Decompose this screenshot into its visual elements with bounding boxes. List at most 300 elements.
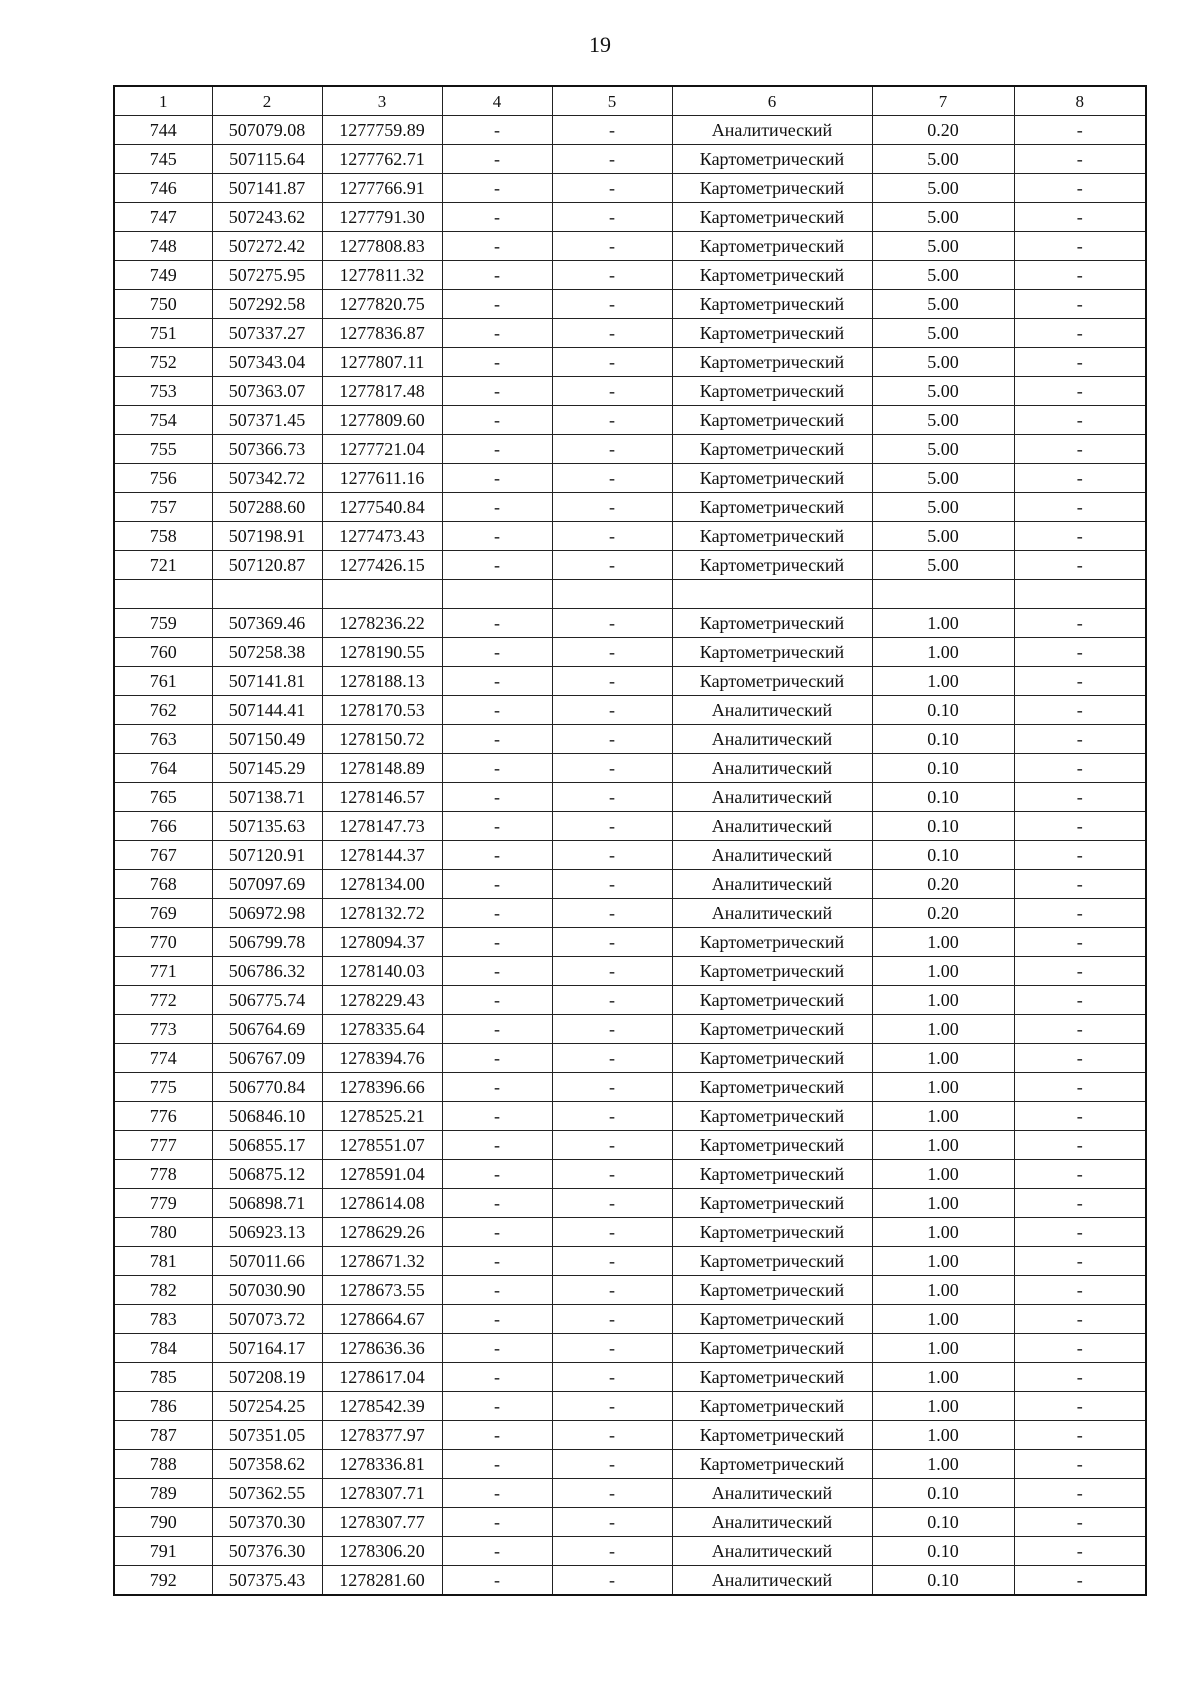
point-number-cell: 786 <box>114 1392 212 1421</box>
y-coordinate-cell: 1278307.77 <box>322 1508 442 1537</box>
x-coordinate-cell: 507366.73 <box>212 435 322 464</box>
column-4-cell: - <box>442 116 552 145</box>
point-number-cell: 757 <box>114 493 212 522</box>
x-coordinate-cell: 507258.38 <box>212 638 322 667</box>
column-4-cell: - <box>442 1508 552 1537</box>
column-8-cell: - <box>1014 116 1146 145</box>
column-5-cell: - <box>552 174 672 203</box>
method-cell: Картометрический <box>672 522 872 551</box>
column-4-cell: - <box>442 1537 552 1566</box>
x-coordinate-cell: 507150.49 <box>212 725 322 754</box>
x-coordinate-cell: 506846.10 <box>212 1102 322 1131</box>
table-row <box>114 1566 1146 1596</box>
method-cell: Картометрический <box>672 232 872 261</box>
precision-cell: 1.00 <box>872 1334 1014 1363</box>
column-8-cell: - <box>1014 1537 1146 1566</box>
precision-cell: 1.00 <box>872 1131 1014 1160</box>
table-row <box>114 1102 1146 1131</box>
method-cell: Аналитический <box>672 116 872 145</box>
y-coordinate-cell: 1278146.57 <box>322 783 442 812</box>
x-coordinate-cell: 507138.71 <box>212 783 322 812</box>
coordinates-table-container <box>113 85 1145 1596</box>
column-header-3: 3 <box>322 86 442 116</box>
precision-cell: 0.10 <box>872 841 1014 870</box>
table-row <box>114 870 1146 899</box>
table-row <box>114 1508 1146 1537</box>
column-5-cell: - <box>552 1334 672 1363</box>
column-8-cell: - <box>1014 1450 1146 1479</box>
precision-cell: 0.10 <box>872 812 1014 841</box>
column-8-cell: - <box>1014 725 1146 754</box>
column-4-cell: - <box>442 783 552 812</box>
precision-cell <box>872 580 1014 609</box>
table-row <box>114 377 1146 406</box>
column-8-cell: - <box>1014 841 1146 870</box>
y-coordinate-cell: 1278377.97 <box>322 1421 442 1450</box>
column-4-cell: - <box>442 754 552 783</box>
column-5-cell: - <box>552 1276 672 1305</box>
precision-cell: 1.00 <box>872 667 1014 696</box>
method-cell: Аналитический <box>672 1537 872 1566</box>
column-5-cell: - <box>552 1189 672 1218</box>
column-5-cell: - <box>552 435 672 464</box>
point-number-cell: 769 <box>114 899 212 928</box>
y-coordinate-cell: 1278148.89 <box>322 754 442 783</box>
column-5-cell: - <box>552 1392 672 1421</box>
column-4-cell: - <box>442 464 552 493</box>
y-coordinate-cell: 1277820.75 <box>322 290 442 319</box>
column-header-2: 2 <box>212 86 322 116</box>
table-row <box>114 841 1146 870</box>
column-4-cell: - <box>442 1334 552 1363</box>
method-cell: Картометрический <box>672 1189 872 1218</box>
precision-cell: 5.00 <box>872 290 1014 319</box>
y-coordinate-cell: 1277762.71 <box>322 145 442 174</box>
column-8-cell: - <box>1014 1566 1146 1596</box>
column-4-cell: - <box>442 986 552 1015</box>
y-coordinate-cell: 1278140.03 <box>322 957 442 986</box>
y-coordinate-cell: 1278664.67 <box>322 1305 442 1334</box>
column-8-cell: - <box>1014 203 1146 232</box>
table-row <box>114 464 1146 493</box>
coordinates-table <box>113 85 1147 1596</box>
column-4-cell: - <box>442 1479 552 1508</box>
method-cell: Картометрический <box>672 551 872 580</box>
precision-cell: 5.00 <box>872 464 1014 493</box>
table-row <box>114 1160 1146 1189</box>
y-coordinate-cell: 1278551.07 <box>322 1131 442 1160</box>
point-number-cell: 750 <box>114 290 212 319</box>
column-5-cell: - <box>552 203 672 232</box>
table-row <box>114 957 1146 986</box>
column-5-cell: - <box>552 783 672 812</box>
point-number-cell: 789 <box>114 1479 212 1508</box>
column-8-cell: - <box>1014 783 1146 812</box>
point-number-cell: 788 <box>114 1450 212 1479</box>
column-4-cell: - <box>442 406 552 435</box>
column-8-cell: - <box>1014 464 1146 493</box>
x-coordinate-cell: 507097.69 <box>212 870 322 899</box>
column-4-cell: - <box>442 290 552 319</box>
point-number-cell: 754 <box>114 406 212 435</box>
method-cell: Картометрический <box>672 493 872 522</box>
column-5-cell: - <box>552 522 672 551</box>
x-coordinate-cell: 507292.58 <box>212 290 322 319</box>
column-4-cell: - <box>442 1566 552 1596</box>
x-coordinate-cell: 507164.17 <box>212 1334 322 1363</box>
precision-cell: 0.10 <box>872 754 1014 783</box>
column-4-cell: - <box>442 1131 552 1160</box>
column-4-cell: - <box>442 232 552 261</box>
column-5-cell: - <box>552 1363 672 1392</box>
precision-cell: 5.00 <box>872 203 1014 232</box>
column-4-cell: - <box>442 667 552 696</box>
column-5-cell: - <box>552 377 672 406</box>
precision-cell: 0.20 <box>872 870 1014 899</box>
table-row <box>114 1044 1146 1073</box>
column-4-cell: - <box>442 725 552 754</box>
column-4-cell: - <box>442 1247 552 1276</box>
column-5-cell: - <box>552 1131 672 1160</box>
x-coordinate-cell: 507208.19 <box>212 1363 322 1392</box>
precision-cell: 1.00 <box>872 1363 1014 1392</box>
column-8-cell: - <box>1014 1073 1146 1102</box>
method-cell: Аналитический <box>672 841 872 870</box>
y-coordinate-cell: 1278673.55 <box>322 1276 442 1305</box>
table-row <box>114 551 1146 580</box>
table-row <box>114 1276 1146 1305</box>
y-coordinate-cell: 1277766.91 <box>322 174 442 203</box>
precision-cell: 5.00 <box>872 493 1014 522</box>
method-cell: Картометрический <box>672 464 872 493</box>
point-number-cell <box>114 580 212 609</box>
column-8-cell: - <box>1014 1363 1146 1392</box>
y-coordinate-cell: 1278671.32 <box>322 1247 442 1276</box>
precision-cell: 5.00 <box>872 377 1014 406</box>
column-8-cell: - <box>1014 667 1146 696</box>
x-coordinate-cell: 506799.78 <box>212 928 322 957</box>
column-4-cell <box>442 580 552 609</box>
column-8-cell: - <box>1014 1479 1146 1508</box>
precision-cell: 0.10 <box>872 725 1014 754</box>
point-number-cell: 764 <box>114 754 212 783</box>
column-5-cell: - <box>552 696 672 725</box>
precision-cell: 5.00 <box>872 348 1014 377</box>
precision-cell: 1.00 <box>872 1073 1014 1102</box>
column-header-4: 4 <box>442 86 552 116</box>
table-row <box>114 1537 1146 1566</box>
column-5-cell: - <box>552 986 672 1015</box>
table-header-row <box>114 86 1146 116</box>
table-row <box>114 696 1146 725</box>
y-coordinate-cell: 1277807.11 <box>322 348 442 377</box>
column-4-cell: - <box>442 1421 552 1450</box>
x-coordinate-cell: 506770.84 <box>212 1073 322 1102</box>
y-coordinate-cell: 1278396.66 <box>322 1073 442 1102</box>
method-cell: Картометрический <box>672 145 872 174</box>
table-row <box>114 609 1146 638</box>
y-coordinate-cell: 1277759.89 <box>322 116 442 145</box>
x-coordinate-cell: 507275.95 <box>212 261 322 290</box>
column-8-cell: - <box>1014 638 1146 667</box>
column-5-cell: - <box>552 1102 672 1131</box>
method-cell: Картометрический <box>672 1392 872 1421</box>
precision-cell: 0.10 <box>872 696 1014 725</box>
method-cell: Аналитический <box>672 725 872 754</box>
table-row <box>114 1363 1146 1392</box>
y-coordinate-cell: 1278134.00 <box>322 870 442 899</box>
column-5-cell: - <box>552 609 672 638</box>
y-coordinate-cell: 1277473.43 <box>322 522 442 551</box>
point-number-cell: 749 <box>114 261 212 290</box>
column-5-cell: - <box>552 1073 672 1102</box>
precision-cell: 1.00 <box>872 986 1014 1015</box>
x-coordinate-cell: 507145.29 <box>212 754 322 783</box>
x-coordinate-cell: 507342.72 <box>212 464 322 493</box>
method-cell: Аналитический <box>672 783 872 812</box>
column-5-cell: - <box>552 1015 672 1044</box>
table-row <box>114 638 1146 667</box>
column-5-cell: - <box>552 551 672 580</box>
column-4-cell: - <box>442 638 552 667</box>
y-coordinate-cell: 1277817.48 <box>322 377 442 406</box>
point-number-cell: 759 <box>114 609 212 638</box>
column-5-cell: - <box>552 725 672 754</box>
x-coordinate-cell: 506855.17 <box>212 1131 322 1160</box>
x-coordinate-cell: 507371.45 <box>212 406 322 435</box>
column-5-cell: - <box>552 319 672 348</box>
column-header-1: 1 <box>114 86 212 116</box>
y-coordinate-cell: 1278188.13 <box>322 667 442 696</box>
y-coordinate-cell: 1278147.73 <box>322 812 442 841</box>
point-number-cell: 770 <box>114 928 212 957</box>
method-cell: Картометрический <box>672 638 872 667</box>
column-4-cell: - <box>442 899 552 928</box>
column-8-cell: - <box>1014 1305 1146 1334</box>
precision-cell: 0.10 <box>872 1537 1014 1566</box>
point-number-cell: 763 <box>114 725 212 754</box>
column-5-cell: - <box>552 406 672 435</box>
y-coordinate-cell: 1278307.71 <box>322 1479 442 1508</box>
x-coordinate-cell: 507337.27 <box>212 319 322 348</box>
point-number-cell: 778 <box>114 1160 212 1189</box>
x-coordinate-cell: 507369.46 <box>212 609 322 638</box>
column-5-cell: - <box>552 116 672 145</box>
column-4-cell: - <box>442 493 552 522</box>
column-5-cell <box>552 580 672 609</box>
point-number-cell: 779 <box>114 1189 212 1218</box>
column-4-cell: - <box>442 1160 552 1189</box>
column-4-cell: - <box>442 522 552 551</box>
method-cell: Аналитический <box>672 1508 872 1537</box>
precision-cell: 1.00 <box>872 1015 1014 1044</box>
column-8-cell: - <box>1014 290 1146 319</box>
column-5-cell: - <box>552 1566 672 1596</box>
column-5-cell: - <box>552 1044 672 1073</box>
precision-cell: 0.20 <box>872 116 1014 145</box>
page-number: 19 <box>589 32 611 57</box>
column-5-cell: - <box>552 1508 672 1537</box>
x-coordinate-cell: 506972.98 <box>212 899 322 928</box>
point-number-cell: 773 <box>114 1015 212 1044</box>
method-cell: Аналитический <box>672 754 872 783</box>
column-4-cell: - <box>442 1392 552 1421</box>
column-4-cell: - <box>442 812 552 841</box>
method-cell: Картометрический <box>672 1276 872 1305</box>
method-cell: Аналитический <box>672 812 872 841</box>
method-cell: Картометрический <box>672 174 872 203</box>
column-8-cell: - <box>1014 406 1146 435</box>
column-8-cell: - <box>1014 1334 1146 1363</box>
point-number-cell: 744 <box>114 116 212 145</box>
column-8-cell: - <box>1014 551 1146 580</box>
method-cell: Картометрический <box>672 1305 872 1334</box>
column-4-cell: - <box>442 145 552 174</box>
y-coordinate-cell: 1278132.72 <box>322 899 442 928</box>
method-cell: Картометрический <box>672 290 872 319</box>
x-coordinate-cell: 506786.32 <box>212 957 322 986</box>
y-coordinate-cell: 1278591.04 <box>322 1160 442 1189</box>
column-4-cell: - <box>442 1044 552 1073</box>
point-number-cell: 771 <box>114 957 212 986</box>
column-8-cell <box>1014 580 1146 609</box>
x-coordinate-cell: 507351.05 <box>212 1421 322 1450</box>
table-row <box>114 435 1146 464</box>
column-5-cell: - <box>552 1450 672 1479</box>
method-cell <box>672 580 872 609</box>
method-cell: Картометрический <box>672 986 872 1015</box>
x-coordinate-cell: 506767.09 <box>212 1044 322 1073</box>
precision-cell: 5.00 <box>872 522 1014 551</box>
column-8-cell: - <box>1014 1247 1146 1276</box>
y-coordinate-cell: 1278614.08 <box>322 1189 442 1218</box>
x-coordinate-cell: 506875.12 <box>212 1160 322 1189</box>
point-number-cell: 761 <box>114 667 212 696</box>
column-5-cell: - <box>552 232 672 261</box>
column-8-cell: - <box>1014 261 1146 290</box>
point-number-cell: 745 <box>114 145 212 174</box>
point-number-cell: 791 <box>114 1537 212 1566</box>
x-coordinate-cell: 507135.63 <box>212 812 322 841</box>
column-4-cell: - <box>442 1102 552 1131</box>
precision-cell: 1.00 <box>872 609 1014 638</box>
table-row <box>114 783 1146 812</box>
method-cell: Картометрический <box>672 609 872 638</box>
method-cell: Картометрический <box>672 261 872 290</box>
method-cell: Картометрический <box>672 667 872 696</box>
column-5-cell: - <box>552 493 672 522</box>
table-row <box>114 899 1146 928</box>
column-4-cell: - <box>442 1363 552 1392</box>
column-8-cell: - <box>1014 870 1146 899</box>
y-coordinate-cell: 1278170.53 <box>322 696 442 725</box>
table-row <box>114 174 1146 203</box>
point-number-cell: 776 <box>114 1102 212 1131</box>
y-coordinate-cell: 1277809.60 <box>322 406 442 435</box>
column-8-cell: - <box>1014 1015 1146 1044</box>
y-coordinate-cell: 1278094.37 <box>322 928 442 957</box>
precision-cell: 5.00 <box>872 232 1014 261</box>
x-coordinate-cell: 507120.91 <box>212 841 322 870</box>
column-5-cell: - <box>552 754 672 783</box>
column-header-5: 5 <box>552 86 672 116</box>
precision-cell: 0.20 <box>872 899 1014 928</box>
x-coordinate-cell: 506898.71 <box>212 1189 322 1218</box>
precision-cell: 1.00 <box>872 638 1014 667</box>
precision-cell: 1.00 <box>872 1218 1014 1247</box>
column-4-cell: - <box>442 928 552 957</box>
column-4-cell: - <box>442 696 552 725</box>
precision-cell: 1.00 <box>872 1392 1014 1421</box>
column-8-cell: - <box>1014 986 1146 1015</box>
column-8-cell: - <box>1014 1131 1146 1160</box>
precision-cell: 0.10 <box>872 783 1014 812</box>
y-coordinate-cell: 1277836.87 <box>322 319 442 348</box>
column-8-cell: - <box>1014 928 1146 957</box>
column-8-cell: - <box>1014 145 1146 174</box>
column-8-cell: - <box>1014 174 1146 203</box>
method-cell: Аналитический <box>672 696 872 725</box>
column-5-cell: - <box>552 464 672 493</box>
y-coordinate-cell: 1278150.72 <box>322 725 442 754</box>
x-coordinate-cell: 507120.87 <box>212 551 322 580</box>
table-row <box>114 261 1146 290</box>
y-coordinate-cell: 1278525.21 <box>322 1102 442 1131</box>
table-row <box>114 1073 1146 1102</box>
precision-cell: 5.00 <box>872 174 1014 203</box>
table-row <box>114 1450 1146 1479</box>
precision-cell: 5.00 <box>872 551 1014 580</box>
y-coordinate-cell <box>322 580 442 609</box>
column-5-cell: - <box>552 348 672 377</box>
point-number-cell: 746 <box>114 174 212 203</box>
x-coordinate-cell: 507141.87 <box>212 174 322 203</box>
column-4-cell: - <box>442 319 552 348</box>
precision-cell: 1.00 <box>872 1276 1014 1305</box>
column-4-cell: - <box>442 203 552 232</box>
column-5-cell: - <box>552 841 672 870</box>
table-row <box>114 406 1146 435</box>
column-5-cell: - <box>552 1421 672 1450</box>
y-coordinate-cell: 1278394.76 <box>322 1044 442 1073</box>
precision-cell: 1.00 <box>872 1450 1014 1479</box>
column-header-7: 7 <box>872 86 1014 116</box>
y-coordinate-cell: 1277791.30 <box>322 203 442 232</box>
method-cell: Картометрический <box>672 1334 872 1363</box>
precision-cell: 5.00 <box>872 406 1014 435</box>
y-coordinate-cell: 1277808.83 <box>322 232 442 261</box>
point-number-cell: 782 <box>114 1276 212 1305</box>
method-cell: Картометрический <box>672 1015 872 1044</box>
method-cell: Картометрический <box>672 435 872 464</box>
y-coordinate-cell: 1277540.84 <box>322 493 442 522</box>
precision-cell: 1.00 <box>872 1421 1014 1450</box>
table-row <box>114 754 1146 783</box>
table-row <box>114 203 1146 232</box>
point-number-cell: 783 <box>114 1305 212 1334</box>
method-cell: Картометрический <box>672 1073 872 1102</box>
table-row <box>114 580 1146 609</box>
y-coordinate-cell: 1278281.60 <box>322 1566 442 1596</box>
column-4-cell: - <box>442 609 552 638</box>
precision-cell: 1.00 <box>872 1102 1014 1131</box>
y-coordinate-cell: 1278542.39 <box>322 1392 442 1421</box>
x-coordinate-cell: 507073.72 <box>212 1305 322 1334</box>
y-coordinate-cell: 1278335.64 <box>322 1015 442 1044</box>
x-coordinate-cell: 507144.41 <box>212 696 322 725</box>
x-coordinate-cell: 507363.07 <box>212 377 322 406</box>
point-number-cell: 772 <box>114 986 212 1015</box>
